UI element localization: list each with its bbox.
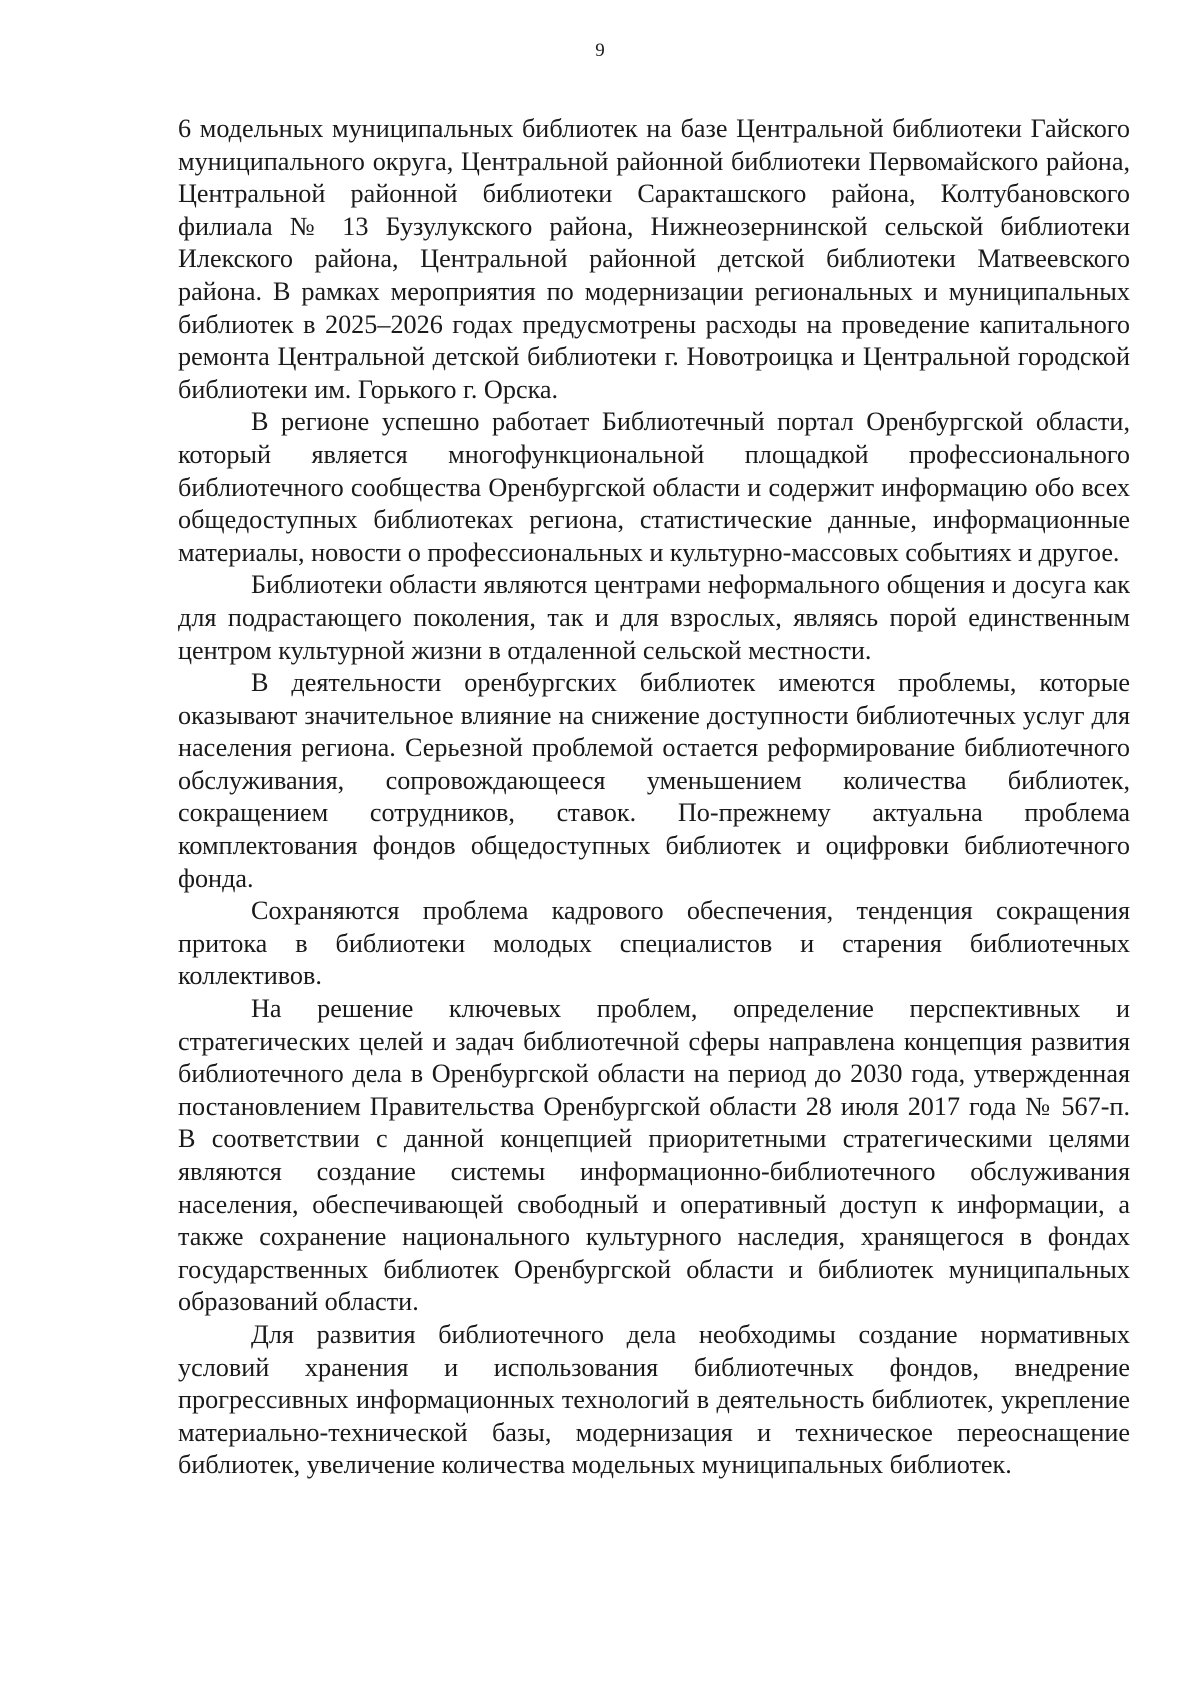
paragraph-staffing: Сохраняются проблема кадрового обеспечения, тенденция сокращения притока в библиотеки молодых специалистов и старения библиотечных коллективов. (178, 896, 1130, 991)
paragraph-development-needs: Для развития библиотечного дела необходимы создание нормативных условий хранения и использования библиотечных фондов, внедрение прогрессивных информационных технологий в деятельность библиотек, укрепление материально-технической базы, модернизация и техническое переоснащение библиотек, увеличение количества модельных муниципальных библиотек. (178, 1319, 1130, 1480)
paragraph-informal-communication: Библиотеки области являются центрами неформального общения и досуга как для подрастающего поколения, так и для взрослых, являясь порой единственным центром культурной жизни в отдаленной сельской местности. (178, 570, 1130, 665)
page-number: 9 (595, 40, 605, 61)
paragraph-concept-2030: На решение ключевых проблем, определение перспективных и стратегических целей и задач библиотечной сферы направлена концепция развития библиотечного дела в Оренбургской области на период до 2030 года, утвержденная постановлением Правительства Оренбургской области 28 июля 2017 года № 567-п. В соответствии с данной концепцией приоритетными стратегическими целями являются создание системы информационно-библиотечного обслуживания населения, обеспечивающей свободный и оперативный доступ к информации, а также сохранение национального культурного наследия, хранящегося в фондах государственных библиотек Оренбургской области и библиотек муниципальных образований области. (178, 994, 1130, 1317)
paragraph-continuation: 6 модельных муниципальных библиотек на базе Центральной библиотеки Гайского муниципального округа, Центральной районной библиотеки Первомайского района, Центральной районной библиотеки Саракташского района, Колтубановского филиала № 13 Бузулукского района, Нижнеозернинской сельской библиотеки Илекского района, Центральной районной детской библиотеки Матвеевского района. В рамках мероприятия по модернизации региональных и муниципальных библиотек в 2025–2026 годах предусмотрены расходы на проведение капитального ремонта Центральной детской библиотеки г. Новотроицка и Центральной городской библиотеки им. Горького г. Орска. (178, 114, 1130, 404)
paragraph-library-portal: В регионе успешно работает Библиотечный портал Оренбургской области, который является многофункциональной площадкой профессионального библиотечного сообщества Оренбургской области и содержит информацию обо всех общедоступных библиотеках региона, статистические данные, информационные материалы, новости о профессиональных и культурно-массовых событиях и другое. (178, 407, 1130, 567)
document-body (178, 113, 1130, 1482)
paragraph-problems: В деятельности оренбургских библиотек имеются проблемы, которые оказывают значительное влияние на снижение доступности библиотечных услуг для населения региона. Серьезной проблемой остается реформирование библиотечного обслуживания, сопровождающееся уменьшением количества библиотек, сокращением сотрудников, ставок. По-прежнему актуальна проблема комплектования фондов общедоступных библиотек и оцифровки библиотечного фонда. (178, 668, 1130, 893)
